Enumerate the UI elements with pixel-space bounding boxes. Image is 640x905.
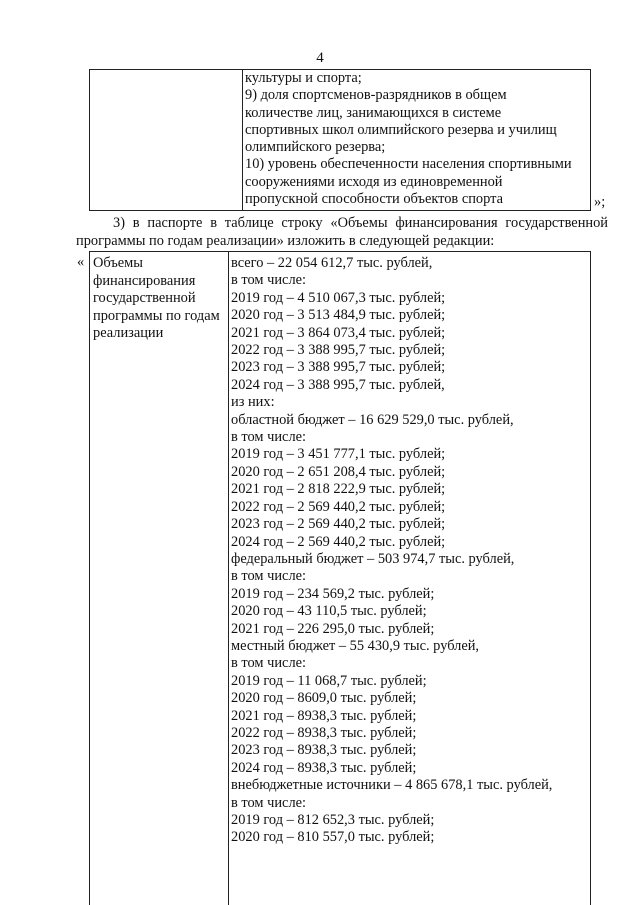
opening-quote: «: [77, 254, 85, 270]
financing-line: в том числе:: [231, 794, 307, 811]
indicator-line: олимпийского резерва;: [245, 139, 386, 156]
label-line: государственной: [93, 290, 196, 306]
financing-label-cell: [90, 252, 229, 905]
financing-line: 2019 год – 4 510 067,3 тыс. рублей;: [231, 289, 446, 306]
financing-line: 2021 год – 226 295,0 тыс. рублей;: [231, 620, 435, 637]
indicator-line: 10) уровень обеспеченности населения спортивными: [245, 156, 572, 173]
financing-line: всего – 22 054 612,7 тыс. рублей,: [231, 255, 433, 271]
financing-line: 2020 год – 2 651 208,4 тыс. рублей;: [231, 463, 446, 480]
financing-line: в том числе:: [231, 272, 307, 289]
financing-values-cell: [231, 255, 588, 847]
amendment-paragraph-line1: [76, 215, 608, 233]
financing-line: 2020 год – 3 513 484,9 тыс. рублей;: [231, 307, 446, 324]
indicator-line: 9) доля спортсменов-разрядников в общем: [245, 87, 507, 104]
financing-line: в том числе:: [231, 568, 307, 585]
financing-line: местный бюджет – 55 430,9 тыс. рублей,: [231, 637, 480, 654]
financing-line: 2019 год – 812 652,3 тыс. рублей;: [231, 812, 435, 828]
financing-line: 2022 год – 8938,3 тыс. рублей;: [231, 724, 417, 741]
continuation-indicators-cell: [245, 70, 588, 208]
financing-line: 2021 год – 2 818 222,9 тыс. рублей;: [231, 481, 446, 498]
continuation-empty-cell: [90, 70, 243, 210]
financing-line: 2019 год – 3 451 777,1 тыс. рублей;: [231, 446, 446, 463]
financing-line: в том числе:: [231, 655, 307, 672]
financing-table: [89, 251, 591, 905]
financing-line: 2019 год – 11 068,7 тыс. рублей;: [231, 672, 427, 689]
financing-line: 2020 год – 8609,0 тыс. рублей;: [231, 690, 417, 707]
closing-quote: »;: [594, 194, 606, 210]
financing-line: 2020 год – 43 110,5 тыс. рублей;: [231, 603, 427, 620]
financing-line: 2023 год – 3 388 995,7 тыс. рублей;: [231, 359, 446, 376]
financing-line: 2019 год – 234 569,2 тыс. рублей;: [231, 585, 435, 602]
label-line: программы по годам: [93, 307, 220, 324]
financing-line: 2024 год – 8938,3 тыс. рублей;: [231, 759, 417, 776]
financing-line: 2021 год – 8938,3 тыс. рублей;: [231, 707, 417, 724]
indicator-line: спортивных школ олимпийского резерва и училищ: [245, 121, 557, 138]
indicator-line: количестве лиц, занимающихся в системе: [245, 104, 502, 121]
financing-line: из них:: [231, 394, 275, 411]
label-line: финансирования: [93, 272, 196, 289]
financing-line: внебюджетные источники – 4 865 678,1 тыс. рублей,: [231, 777, 553, 794]
financing-line: областной бюджет – 16 629 529,0 тыс. рублей,: [231, 411, 514, 428]
financing-line: 2023 год – 8938,3 тыс. рублей;: [231, 742, 417, 759]
financing-line: 2020 год – 810 557,0 тыс. рублей;: [231, 829, 435, 846]
financing-line: в том числе:: [231, 429, 307, 446]
amendment-text-line1: 3) в паспорте в таблице строку «Объемы финансирования государственной: [113, 215, 608, 231]
indicator-line: сооружениями исходя из единовременной: [245, 173, 503, 190]
financing-line: 2023 год – 2 569 440,2 тыс. рублей;: [231, 516, 446, 533]
continuation-table: [89, 69, 591, 211]
financing-line: федеральный бюджет – 503 974,7 тыс. рублей,: [231, 550, 515, 567]
label-line: Объемы: [93, 255, 143, 271]
amendment-paragraph-line2: программы по годам реализации» изложить в следующей редакции:: [76, 233, 495, 249]
indicator-line: культуры и спорта;: [245, 70, 362, 86]
financing-line: 2021 год – 3 864 073,4 тыс. рублей;: [231, 324, 446, 341]
label-line: реализации: [93, 325, 164, 341]
financing-line: 2022 год – 2 569 440,2 тыс. рублей;: [231, 498, 446, 515]
indicator-line: пропускной способности объектов спорта: [245, 191, 503, 208]
financing-line: 2022 год – 3 388 995,7 тыс. рублей;: [231, 342, 446, 359]
financing-line: 2024 год – 2 569 440,2 тыс. рублей;: [231, 533, 446, 550]
financing-label: [93, 255, 227, 343]
page-number: 4: [316, 50, 324, 66]
financing-line: 2024 год – 3 388 995,7 тыс. рублей,: [231, 376, 445, 393]
